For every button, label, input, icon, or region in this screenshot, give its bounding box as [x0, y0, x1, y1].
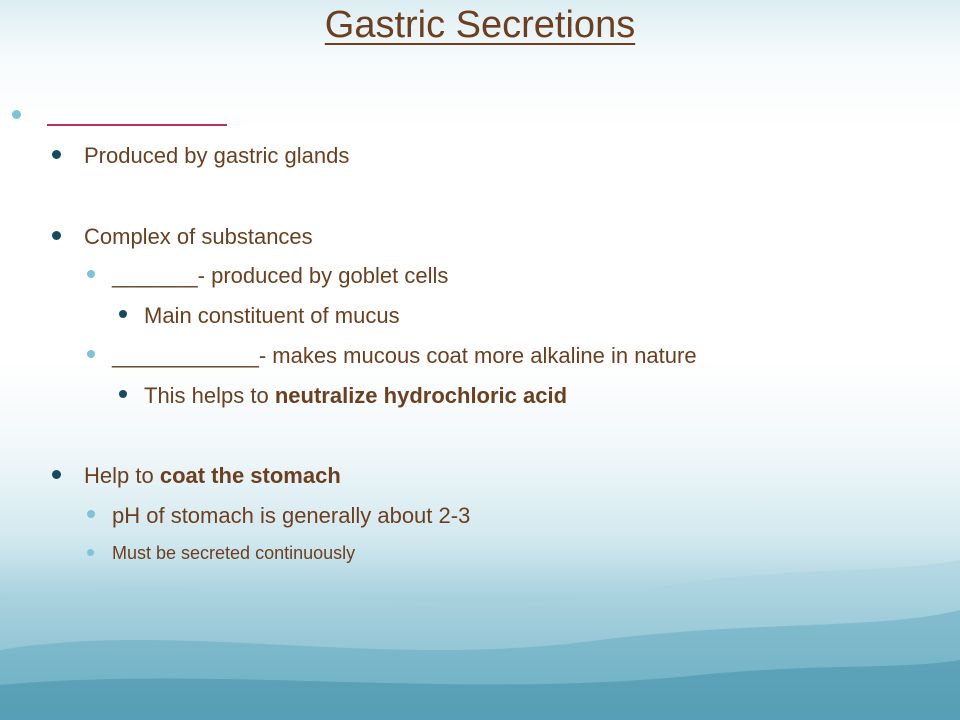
bullet-level2-icon — [52, 470, 61, 479]
slide-title: Gastric Secretions — [324, 4, 636, 46]
bullet-level3-icon — [87, 270, 95, 278]
item-alkaline: ____________- makes mucous coat more alkaline in nature — [112, 343, 697, 368]
help-prefix: Help to — [84, 463, 160, 488]
neutralize-prefix: This helps to — [144, 383, 275, 408]
bullet-level3-icon — [87, 510, 95, 518]
item-mucus: Main constituent of mucus — [144, 303, 400, 328]
bullet-level4-icon — [119, 390, 127, 398]
bullet-level1-icon — [12, 110, 21, 119]
heading-blank — [47, 124, 227, 126]
item-continuous: Must be secreted continuously — [112, 543, 356, 563]
item-goblet: _______- produced by goblet cells — [112, 263, 449, 288]
item-complex: Complex of substances — [84, 224, 313, 249]
item-produced-by: Produced by gastric glands — [84, 143, 350, 168]
neutralize-bold: neutralize — [274, 383, 378, 408]
item-ph: pH of stomach is generally about 2-3 — [112, 503, 471, 528]
bullet-level2-icon — [52, 231, 61, 240]
bullet-level2-icon — [52, 150, 61, 159]
item-neutralize — [144, 383, 567, 409]
hydrochloric-acid-bold: hydrochloric acid — [377, 383, 568, 408]
coat-stomach-bold: coat the stomach — [159, 463, 341, 488]
bullet-level3-icon — [87, 549, 94, 556]
bullet-level4-icon — [119, 310, 127, 318]
bullet-level3-icon — [87, 350, 95, 358]
item-help — [84, 463, 341, 489]
